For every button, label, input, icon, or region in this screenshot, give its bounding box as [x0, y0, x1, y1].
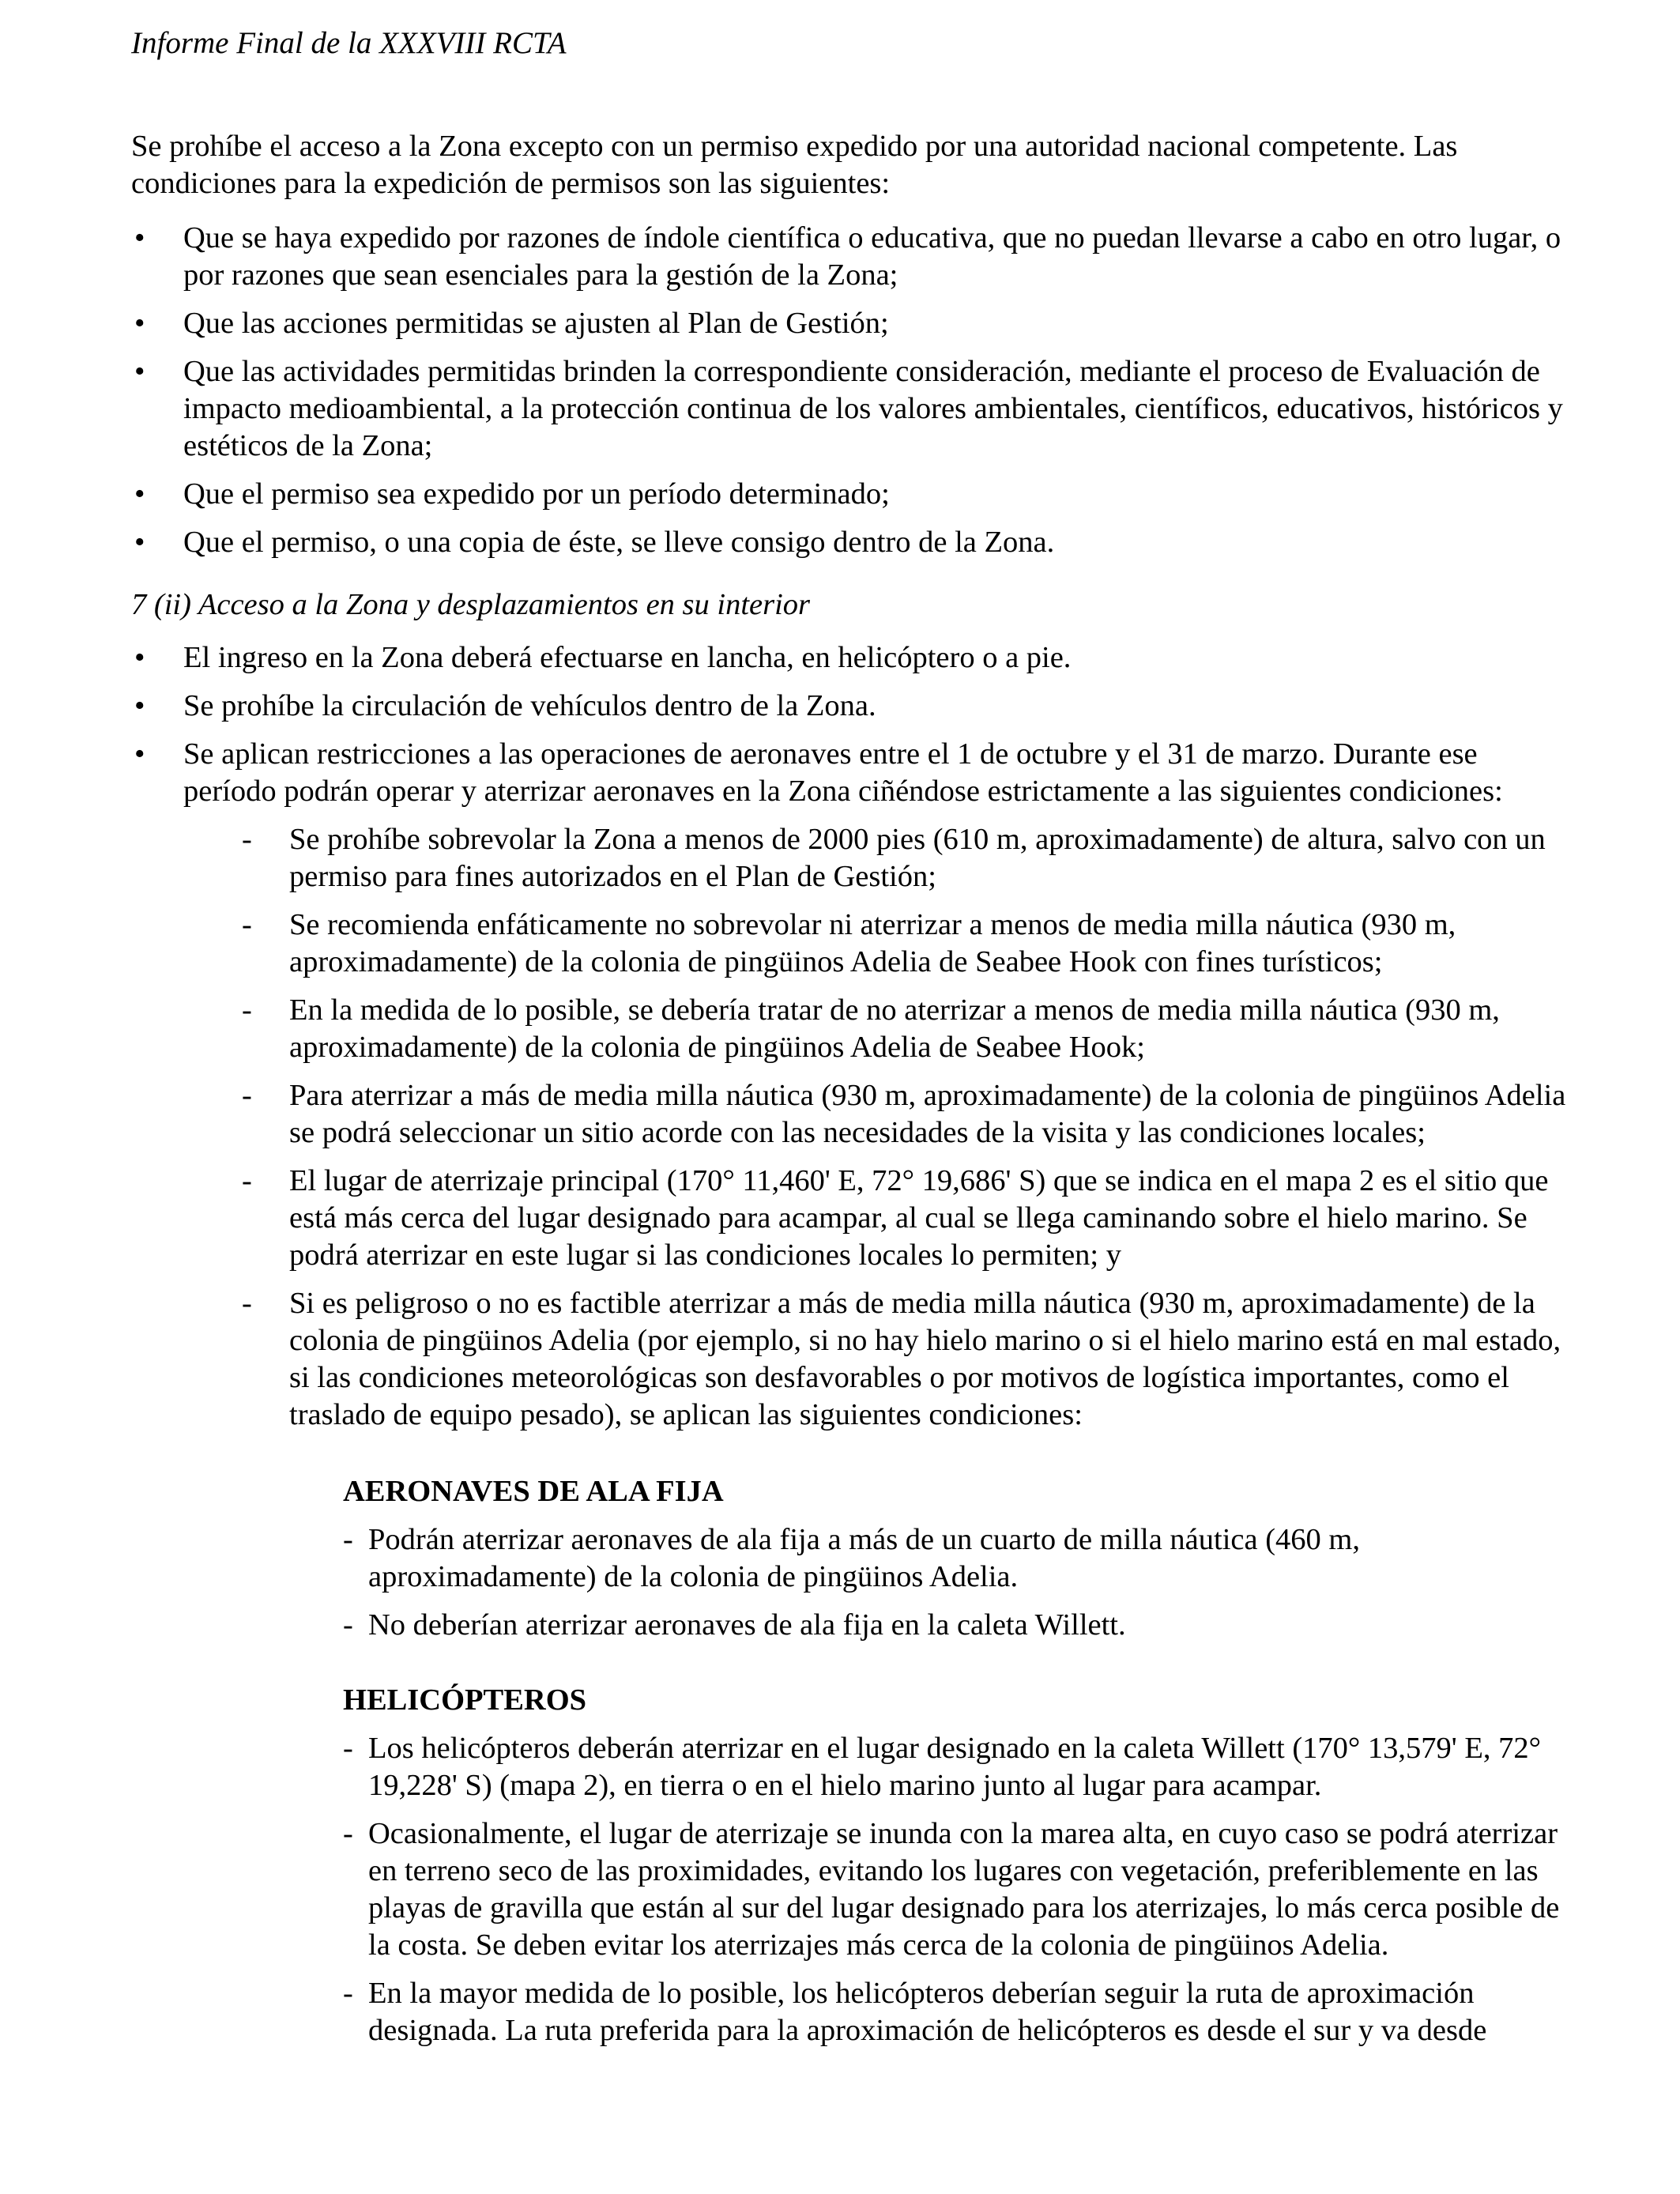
list-item: • Que el permiso, o una copia de éste, se lleve consigo dentro de la Zona.	[131, 524, 1569, 561]
fixed-wing-heading: AERONAVES DE ALA FIJA	[343, 1475, 724, 1508]
list-item: - En la mayor medida de lo posible, los helicópteros deberían seguir la ruta de aproximación designada. La ruta preferida para la aproximación de helicópteros es desde el sur y va desde	[343, 1975, 1569, 2049]
list-item: - Podrán aterrizar aeronaves de ala fija a más de un cuarto de milla náutica (460 m, aproximadamente) de la colonia de pingüinos Adelia.	[343, 1521, 1569, 1596]
list-item: - Para aterrizar a más de media milla náutica (930 m, aproximadamente) de la colonia de pingüinos Adelia se podrá seleccionar un sitio acorde con las necesidades de la visita y las condiciones locales;	[237, 1077, 1569, 1152]
fixed-wing-section	[343, 1473, 1569, 1644]
helicopters-section	[343, 1682, 1569, 2049]
list-item: - No deberían aterrizar aeronaves de ala fija en la caleta Willett.	[343, 1607, 1569, 1644]
access-rules-list	[131, 639, 1569, 810]
aircraft-conditions-list	[237, 821, 1569, 1434]
helicopters-list	[343, 1730, 1569, 2049]
list-item: - Se recomienda enfáticamente no sobrevolar ni aterrizar a menos de media milla náutica (930 m, aproximadamente) de la colonia de pingüinos Adelia de Seabee Hook con fines turísticos;	[237, 907, 1569, 981]
fixed-wing-list	[343, 1521, 1569, 1644]
list-item: - En la medida de lo posible, se debería tratar de no aterrizar a menos de media milla náutica (930 m, aproximadamente) de la colonia de pingüinos Adelia de Seabee Hook;	[237, 992, 1569, 1066]
helicopters-heading: HELICÓPTEROS	[343, 1683, 587, 1717]
list-item: • Que las actividades permitidas brinden la correspondiente consideración, mediante el proceso de Evaluación de impacto medioambiental, a la protección continua de los valores ambientales, científicos, educativos, históricos y estéticos de la Zona;	[131, 353, 1569, 465]
page-header: Informe Final de la XXXVIII RCTA	[131, 26, 567, 60]
list-item-text: Se aplican restricciones a las operaciones de aeronaves entre el 1 de octubre y el 31 de marzo. Durante ese período podrán operar y aterrizar aeronaves en la Zona ciñéndose estrictamente a las siguientes condiciones:	[183, 737, 1503, 808]
document-body	[131, 128, 1569, 2060]
list-item: • Que el permiso sea expedido por un período determinado;	[131, 476, 1569, 513]
list-item	[131, 736, 1569, 810]
permit-conditions-list	[131, 220, 1569, 561]
list-item: • Que se haya expedido por razones de índole científica o educativa, que no puedan llevarse a cabo en otro lugar, o por razones que sean esenciales para la gestión de la Zona;	[131, 220, 1569, 294]
list-item: - El lugar de aterrizaje principal (170° 11,460' E, 72° 19,686' S) que se indica en el mapa 2 es el sitio que está más cerca del lugar designado para acampar, al cual se llega caminando sobre el hielo marino. Se podrá aterrizar en este lugar si las condiciones locales lo permiten; y	[237, 1163, 1569, 1274]
list-item: • El ingreso en la Zona deberá efectuarse en lancha, en helicóptero o a pie.	[131, 639, 1569, 677]
list-item: - Se prohíbe sobrevolar la Zona a menos de 2000 pies (610 m, aproximadamente) de altura, salvo con un permiso para fines autorizados en el Plan de Gestión;	[237, 821, 1569, 895]
intro-paragraph: Se prohíbe el acceso a la Zona excepto con un permiso expedido por una autoridad nacional competente. Las condiciones para la expedición de permisos son las siguientes:	[131, 130, 1458, 200]
list-item: - Si es peligroso o no es factible aterrizar a más de media milla náutica (930 m, aproximadamente) de la colonia de pingüinos Adelia (por ejemplo, si no hay hielo marino o si el hielo marino está en mal estado, si las condiciones meteorológicas son desfavorables o por motivos de logística importantes, como el traslado de equipo pesado), se aplican las siguientes condiciones:	[237, 1285, 1569, 1434]
list-item: • Se prohíbe la circulación de vehículos dentro de la Zona.	[131, 688, 1569, 725]
list-item: - Ocasionalmente, el lugar de aterrizaje se inunda con la marea alta, en cuyo caso se podrá aterrizar en terreno seco de las proximidades, evitando los lugares con vegetación, preferiblemente en las playas de gravilla que están al sur del lugar designado para los aterrizajes, lo más cerca posible de la costa. Se deben evitar los aterrizajes más cerca de la colonia de pingüinos Adelia.	[343, 1815, 1569, 1964]
section-heading: 7 (ii) Acceso a la Zona y desplazamientos en su interior	[131, 588, 811, 621]
list-item: - Los helicópteros deberán aterrizar en el lugar designado en la caleta Willett (170° 13,579' E, 72° 19,228' S) (mapa 2), en tierra o en el hielo marino junto al lugar para acampar.	[343, 1730, 1569, 1804]
list-item: • Que las acciones permitidas se ajusten al Plan de Gestión;	[131, 305, 1569, 342]
